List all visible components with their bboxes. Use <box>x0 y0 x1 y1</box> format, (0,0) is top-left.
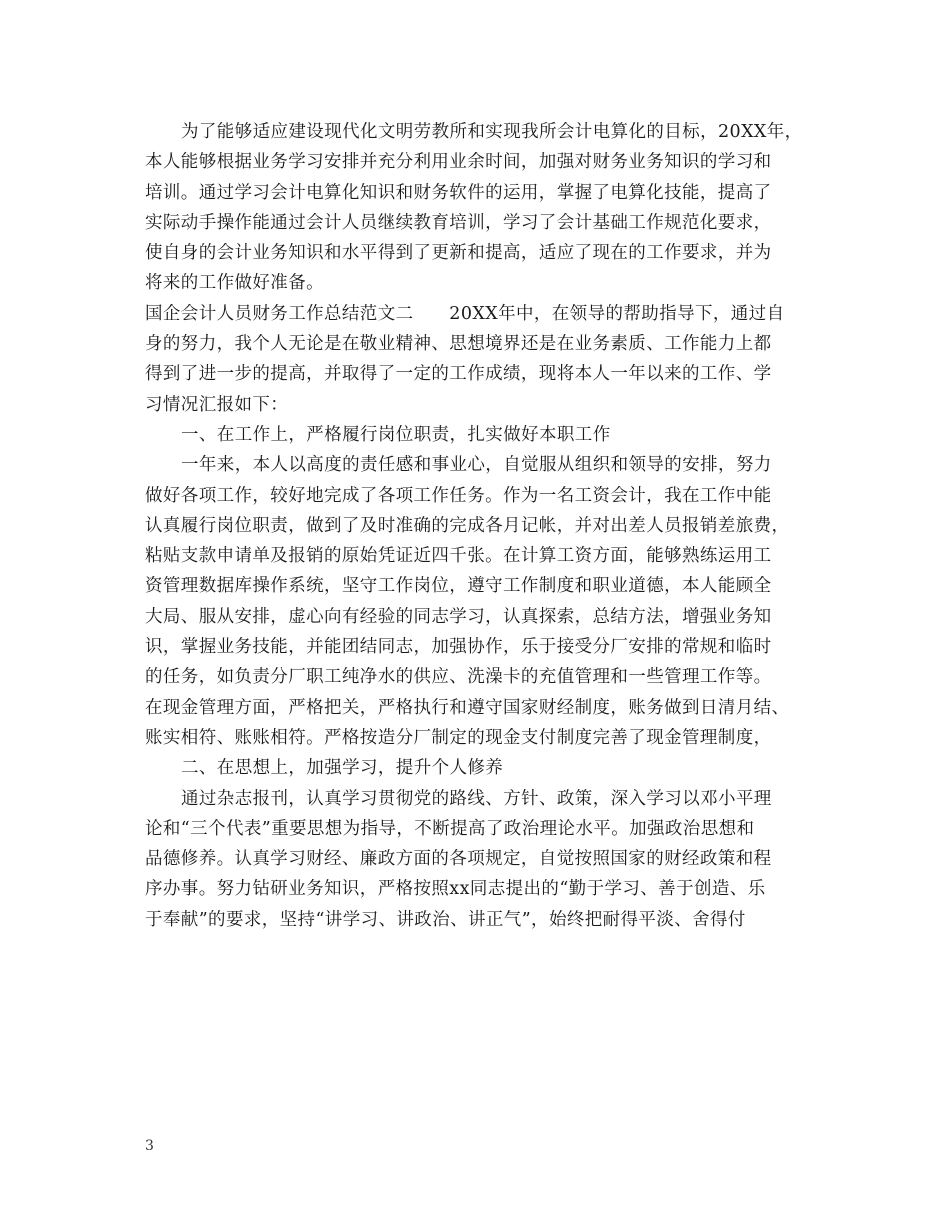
text-line: 得到了进一步的提高，并取得了一定的工作成绩，现将本人一年以来的工作、学 <box>145 364 772 385</box>
text-line: 使自身的会计业务知识和水平得到了更新和提高，适应了现在的工作要求，并为 <box>145 243 772 264</box>
text-line: 习情况汇报如下： <box>145 394 289 415</box>
text-line: 粘贴支款申请单及报销的原始凭证近四千张。在计算工资方面，能够熟练运用工 <box>145 546 772 567</box>
text-line: 一、在工作上，严格履行岗位职责，扎实做好本职工作 <box>181 424 611 445</box>
text-line: 一年来，本人以高度的责任感和事业心，自觉服从组织和领导的安排，努力 <box>181 455 772 476</box>
text-line: 论和“三个代表”重要思想为指导，不断提高了政治理论水平。加强政治思想和 <box>145 818 755 839</box>
text-line: 认真履行岗位职责，做到了及时准确的完成各月记帐，并对出差人员报销差旅费， <box>145 515 790 536</box>
text-line: 账实相符、账账相符。严格按造分厂制定的现金支付制度完善了现金管理制度， <box>145 727 772 748</box>
text-line: 本人能够根据业务学习安排并充分利用业余时间，加强对财务业务知识的学习和 <box>145 152 772 173</box>
text-line: 大局、服从安排，虚心向有经验的同志学习，认真探索，总结方法，增强业务知 <box>145 606 772 627</box>
text-line: 将来的工作做好准备。 <box>145 273 324 294</box>
text-line: 资管理数据库操作系统，坚守工作岗位，遵守工作制度和职业道德，本人能顾全 <box>145 576 772 597</box>
text-line: 序办事。努力钻研业务知识，严格按照xx同志提出的“勤于学习、善于创造、乐 <box>145 879 766 900</box>
page-number: 3 <box>145 1138 154 1154</box>
text-line: 为了能够适应建设现代化文明劳教所和实现我所会计电算化的目标，20XX年， <box>181 122 803 142</box>
text-line: 实际动手操作能通过会计人员继续教育培训，学习了会计基础工作规范化要求， <box>145 212 772 233</box>
text-line: 在现金管理方面，严格把关，严格执行和遵守国家财经制度，账务做到日清月结、 <box>145 697 790 718</box>
text-line: 的任务，如负责分厂职工纯净水的供应、洗澡卡的充值管理和一些管理工作等。 <box>145 667 772 688</box>
text-line: 识，掌握业务技能，并能团结同志，加强协作，乐于接受分厂安排的常规和临时 <box>145 637 772 658</box>
text-line: 身的努力，我个人无论是在敬业精神、思想境界还是在业务素质、工作能力上都 <box>145 334 772 355</box>
text-line: 于奉献”的要求，坚持“讲学习、讲政治、讲正气”，始终把耐得平淡、舍得付 <box>145 909 746 930</box>
text-line: 品德修养。认真学习财经、廉政方面的各项规定，自觉按照国家的财经政策和程 <box>145 849 772 870</box>
text-line: 国企会计人员财务工作总结范文二 20XX年中，在领导的帮助指导下，通过自 <box>145 303 785 324</box>
text-line: 通过杂志报刊，认真学习贯彻党的路线、方针、政策，深入学习以邓小平理 <box>181 788 772 809</box>
text-line: 做好各项工作，较好地完成了各项工作任务。作为一名工资会计，我在工作中能 <box>145 485 772 506</box>
text-line: 二、在思想上，加强学习，提升个人修养 <box>181 758 504 779</box>
text-line: 培训。通过学习会计电算化知识和财务软件的运用，掌握了电算化技能，提高了 <box>145 182 772 203</box>
document-body <box>145 117 815 935</box>
